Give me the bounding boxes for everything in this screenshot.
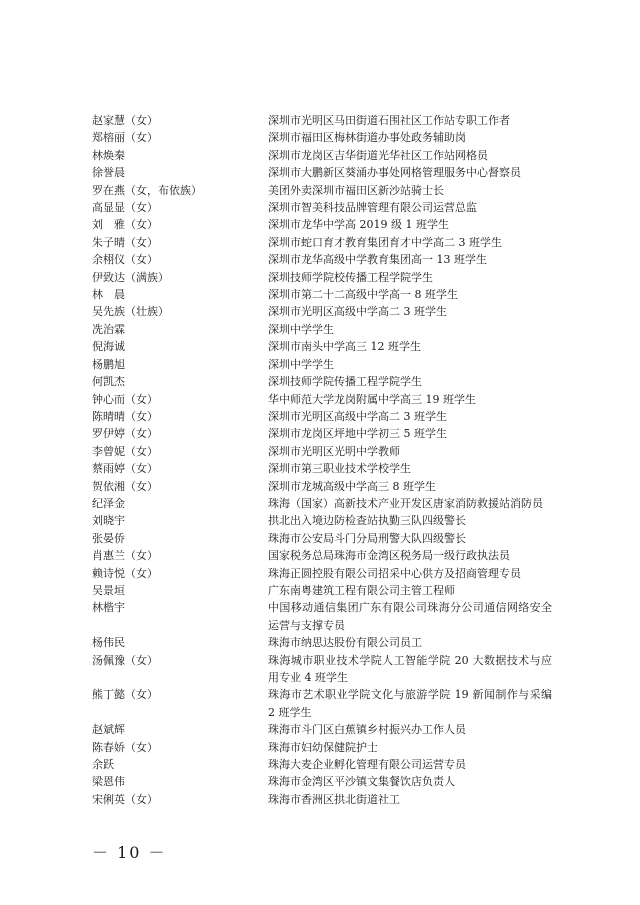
page-number: － 10 － [92,843,167,862]
list-item [92,182,552,199]
person-name: 余跃 [92,758,114,772]
person-affiliation: 深圳市大鹏新区葵涌办事处网格管理服务中心督察员 [268,166,521,180]
person-affiliation: 珠海市香洲区拱北街道社工 [268,792,400,806]
list-item [92,338,552,355]
list-item [92,686,552,721]
list-item [92,512,552,529]
person-affiliation: 深圳市智美科技品牌管理有限公司运营总监 [268,201,477,215]
honoree-list [92,112,552,808]
person-affiliation: 广东南粤建筑工程有限公司主管工程师 [268,583,455,597]
person-name: 林 晨 [92,288,125,302]
person-name: 杨鹏旭 [92,357,125,371]
list-item [92,216,552,233]
person-affiliation: 深圳中学学生 [268,357,334,371]
person-affiliation: 深圳市龙华高级中学教育集团高一 13 班学生 [268,253,487,267]
list-item [92,582,552,599]
person-name: 何凯杰 [92,375,125,389]
person-name: 熊丁懿（女） [92,688,158,702]
person-affiliation: 深圳市龙城高级中学高三 8 班学生 [268,479,436,493]
person-affiliation: 珠海市艺术职业学院文化与旅游学院 19 新闻制作与采编 2 班学生 [268,688,552,719]
list-item [92,565,552,582]
person-name: 贺依湘（女） [92,479,158,493]
person-name: 汤佩豫（女） [92,653,158,667]
person-affiliation: 深圳市南头中学高三 12 班学生 [268,340,421,354]
person-affiliation: 美团外卖深圳市福田区新沙站骑士长 [268,183,444,197]
person-affiliation: 深圳技师学院校传播工程学院学生 [268,270,433,284]
person-name: 吴景垣 [92,583,125,597]
person-name: 宋俐英（女） [92,792,158,806]
list-item [92,495,552,512]
person-affiliation: 珠海市斗门区白蕉镇乡村振兴办工作人员 [268,723,466,737]
person-name: 罗在燕（女，布依族） [92,183,202,197]
list-item [92,530,552,547]
person-name: 赖诗悦（女） [92,566,158,580]
person-affiliation: 华中师范大学龙岗附属中学高三 19 班学生 [268,392,476,406]
person-affiliation: 国家税务总局珠海市金湾区税务局一级行政执法员 [268,549,510,563]
list-item [92,425,552,442]
list-item [92,460,552,477]
person-affiliation: 深圳市龙岗区吉华街道光华社区工作站网格员 [268,148,488,162]
list-item [92,443,552,460]
list-item [92,321,552,338]
list-item [92,739,552,756]
person-affiliation: 深圳市光明区高级中学高二 3 班学生 [268,305,447,319]
person-affiliation: 珠海市金湾区平沙镇文集餐饮店负责人 [268,775,455,789]
list-item [92,164,552,181]
person-affiliation: 珠海市公安局斗门分局刑警大队四级警长 [268,531,466,545]
person-name: 罗伊婷（女） [92,427,158,441]
list-item [92,791,552,808]
person-name: 郑榕丽（女） [92,131,158,145]
list-item [92,373,552,390]
person-affiliation: 拱北出入境边防检查站执勤三队四级警长 [268,514,466,528]
list-item [92,286,552,303]
person-affiliation: 珠海（国家）高新技术产业开发区唐家消防救援站消防员 [268,496,543,510]
list-item [92,652,552,687]
person-name: 陈春娇（女） [92,740,158,754]
list-item [92,408,552,425]
person-affiliation: 深圳市蛇口育才教育集团育才中学高二 3 班学生 [268,235,502,249]
person-name: 梁恩伟 [92,775,125,789]
person-name: 纪泽金 [92,496,125,510]
person-name: 伊致达（满族） [92,270,169,284]
person-affiliation: 珠海市纳思达股份有限公司员工 [268,636,422,650]
person-name: 肖惠兰（女） [92,549,158,563]
list-item [92,599,552,634]
person-affiliation: 深圳市第三职业技术学校学生 [268,462,411,476]
person-affiliation: 珠海正圆控股有限公司招采中心供方及招商管理专员 [268,566,521,580]
person-affiliation: 深圳中学学生 [268,322,334,336]
person-name: 蔡雨婷（女） [92,462,158,476]
list-item [92,251,552,268]
person-affiliation: 深圳技师学院传播工程学院学生 [268,375,422,389]
person-name: 吴先族（壮族） [92,305,169,319]
list-item [92,547,552,564]
list-item [92,112,552,129]
person-affiliation: 深圳市第二十二高级中学高一 8 班学生 [268,288,458,302]
person-affiliation: 深圳市光明区马田街道石围社区工作站专职工作者 [268,114,510,127]
person-affiliation: 中国移动通信集团广东有限公司珠海分公司通信网络安全运营与支撑专员 [268,601,552,632]
person-name: 赵家慧（女） [92,114,158,127]
person-name: 杨伟民 [92,636,125,650]
list-item [92,634,552,651]
person-name: 倪海诚 [92,340,125,354]
person-name: 刘晓宇 [92,514,125,528]
person-name: 冼治霖 [92,322,125,336]
list-item [92,391,552,408]
list-item [92,199,552,216]
person-name: 余栩仪（女） [92,253,158,267]
list-item [92,303,552,320]
person-affiliation: 珠海城市职业技术学院人工智能学院 20 大数据技术与应用专业 4 班学生 [268,653,552,684]
person-affiliation: 珠海大麦企业孵化管理有限公司运营专员 [268,758,466,772]
person-affiliation: 深圳市光明区光明中学教师 [268,444,400,458]
list-item [92,129,552,146]
list-item [92,756,552,773]
list-item [92,234,552,251]
person-affiliation: 深圳市光明区高级中学高二 3 班学生 [268,409,447,423]
person-name: 张晏侨 [92,531,125,545]
person-affiliation: 深圳市福田区梅林街道办事处政务辅助岗 [268,131,466,145]
person-name: 李曾妮（女） [92,444,158,458]
list-item [92,356,552,373]
person-name: 林焕秦 [92,148,125,162]
person-name: 陈晴晴（女） [92,409,158,423]
list-item [92,269,552,286]
person-affiliation: 深圳市龙华中学高 2019 级 1 班学生 [268,218,449,232]
list-item [92,773,552,790]
person-name: 钟心而（女） [92,392,158,406]
person-name: 朱子晴（女） [92,235,158,249]
person-name: 刘 雅（女） [92,218,158,232]
person-name: 高显显（女） [92,201,158,215]
person-affiliation: 深圳市龙岗区坪地中学初三 5 班学生 [268,427,447,441]
person-name: 林楷宇 [92,601,125,615]
list-item [92,478,552,495]
list-item [92,147,552,164]
list-item [92,721,552,738]
person-affiliation: 珠海市妇幼保健院护士 [268,740,378,754]
person-name: 徐誉晨 [92,166,125,180]
person-name: 赵斌辉 [92,723,125,737]
